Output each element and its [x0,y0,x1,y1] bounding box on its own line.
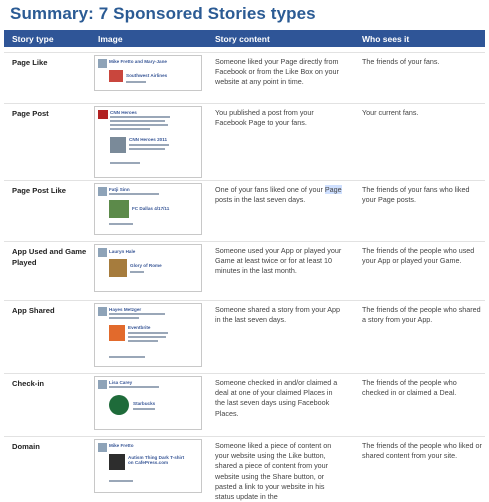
story-thumbnail [94,183,202,235]
thumb-sub: Glory of Rome [130,263,162,268]
story-thumbnail [94,439,202,493]
who-sees-it: The friends of the people who liked or shared content from your site. [362,441,482,461]
story-content-text-end: posts in the last seven days. [215,195,306,205]
table-row [4,52,485,103]
story-type: Check-in [12,379,45,388]
thumb-name: CNN Heroes [110,110,137,115]
table-row [4,103,485,180]
story-type: Page Post Like [12,186,67,195]
story-content: You published a post from your Facebook Page to your fans. [215,108,314,128]
col-story-content: Story content [215,34,270,44]
who-sees-it: Your current fans. [362,108,419,117]
story-type: Page Post [12,109,49,118]
who-sees-it: The friends of the people who checked in or claimed a Deal. [362,378,457,398]
thumb-name: Hayes Metzger [109,307,142,312]
starbucks-logo-icon [109,395,129,415]
col-story-type: Story type [12,34,54,44]
table-row [4,373,485,436]
story-type: App Used and Game Played [12,247,87,267]
thumb-sub: Eventbrite [128,325,151,330]
tshirt-icon [109,454,125,470]
table-row [4,300,485,373]
who-sees-it: The friends of the people who used your App or played your Game. [362,246,475,266]
who-sees-it: The friends of your fans who liked your Page posts. [362,185,470,205]
page-title: Summary: 7 Sponsored Stories types [10,4,316,23]
story-content: Someone liked your Page directly from Facebook or from the Like Box on your website at any point in time. [215,57,339,87]
story-type: Page Like [12,58,48,67]
story-thumbnail [94,106,202,178]
who-sees-it: The friends of your fans. [362,57,440,66]
thumb-sub: CNN Heroes 2011 [129,137,168,142]
table-row [4,436,485,501]
story-content [215,185,343,205]
thumb-sub: Starbucks [133,401,156,406]
who-sees-it: The friends of the people who shared a story from your App. [362,305,481,325]
story-type: Domain [12,442,40,451]
story-content-text: One of your fans liked one of your [215,185,325,194]
thumb-name: Mike Fretto and Mary-Jane [109,59,167,64]
thumb-name: Lisa Carey [109,380,133,385]
thumb-sub: Autism Thing Dark T-shirt on CafePress.com [128,455,185,465]
story-content: Someone liked a piece of content on your website using the Like button, shared a piece of content from your website using the Share button, or pasted a link to your website in his status update in the [215,441,332,502]
thumb-name: Fatji Sinn [109,187,130,192]
story-type: App Shared [12,306,55,315]
story-content: Someone shared a story from your App in the last seven days. [215,305,341,325]
highlighted-word: Page [324,185,342,194]
thumb-sub: Southwest Airlines [126,73,168,78]
story-thumbnail [94,244,202,292]
story-content: Someone used your App or played your Game at least twice or for at least 10 minutes in the last month. [215,246,342,276]
story-thumbnail [94,376,202,430]
story-thumbnail [94,55,202,91]
col-who-sees-it: Who sees it [362,34,410,44]
table-row [4,241,485,300]
col-image: Image [98,34,123,44]
thumb-name: Mike Fretto [109,443,134,448]
thumb-sub: FC Dallas 4/17/11 [132,206,170,211]
table-header [4,30,485,47]
story-content: Someone checked in and/or claimed a deal at one of your claimed Places in the last seven days using Facebook Places. [215,378,338,418]
table-row [4,180,485,241]
thumb-name: Lauryn Hale [109,249,136,254]
story-thumbnail [94,303,202,367]
